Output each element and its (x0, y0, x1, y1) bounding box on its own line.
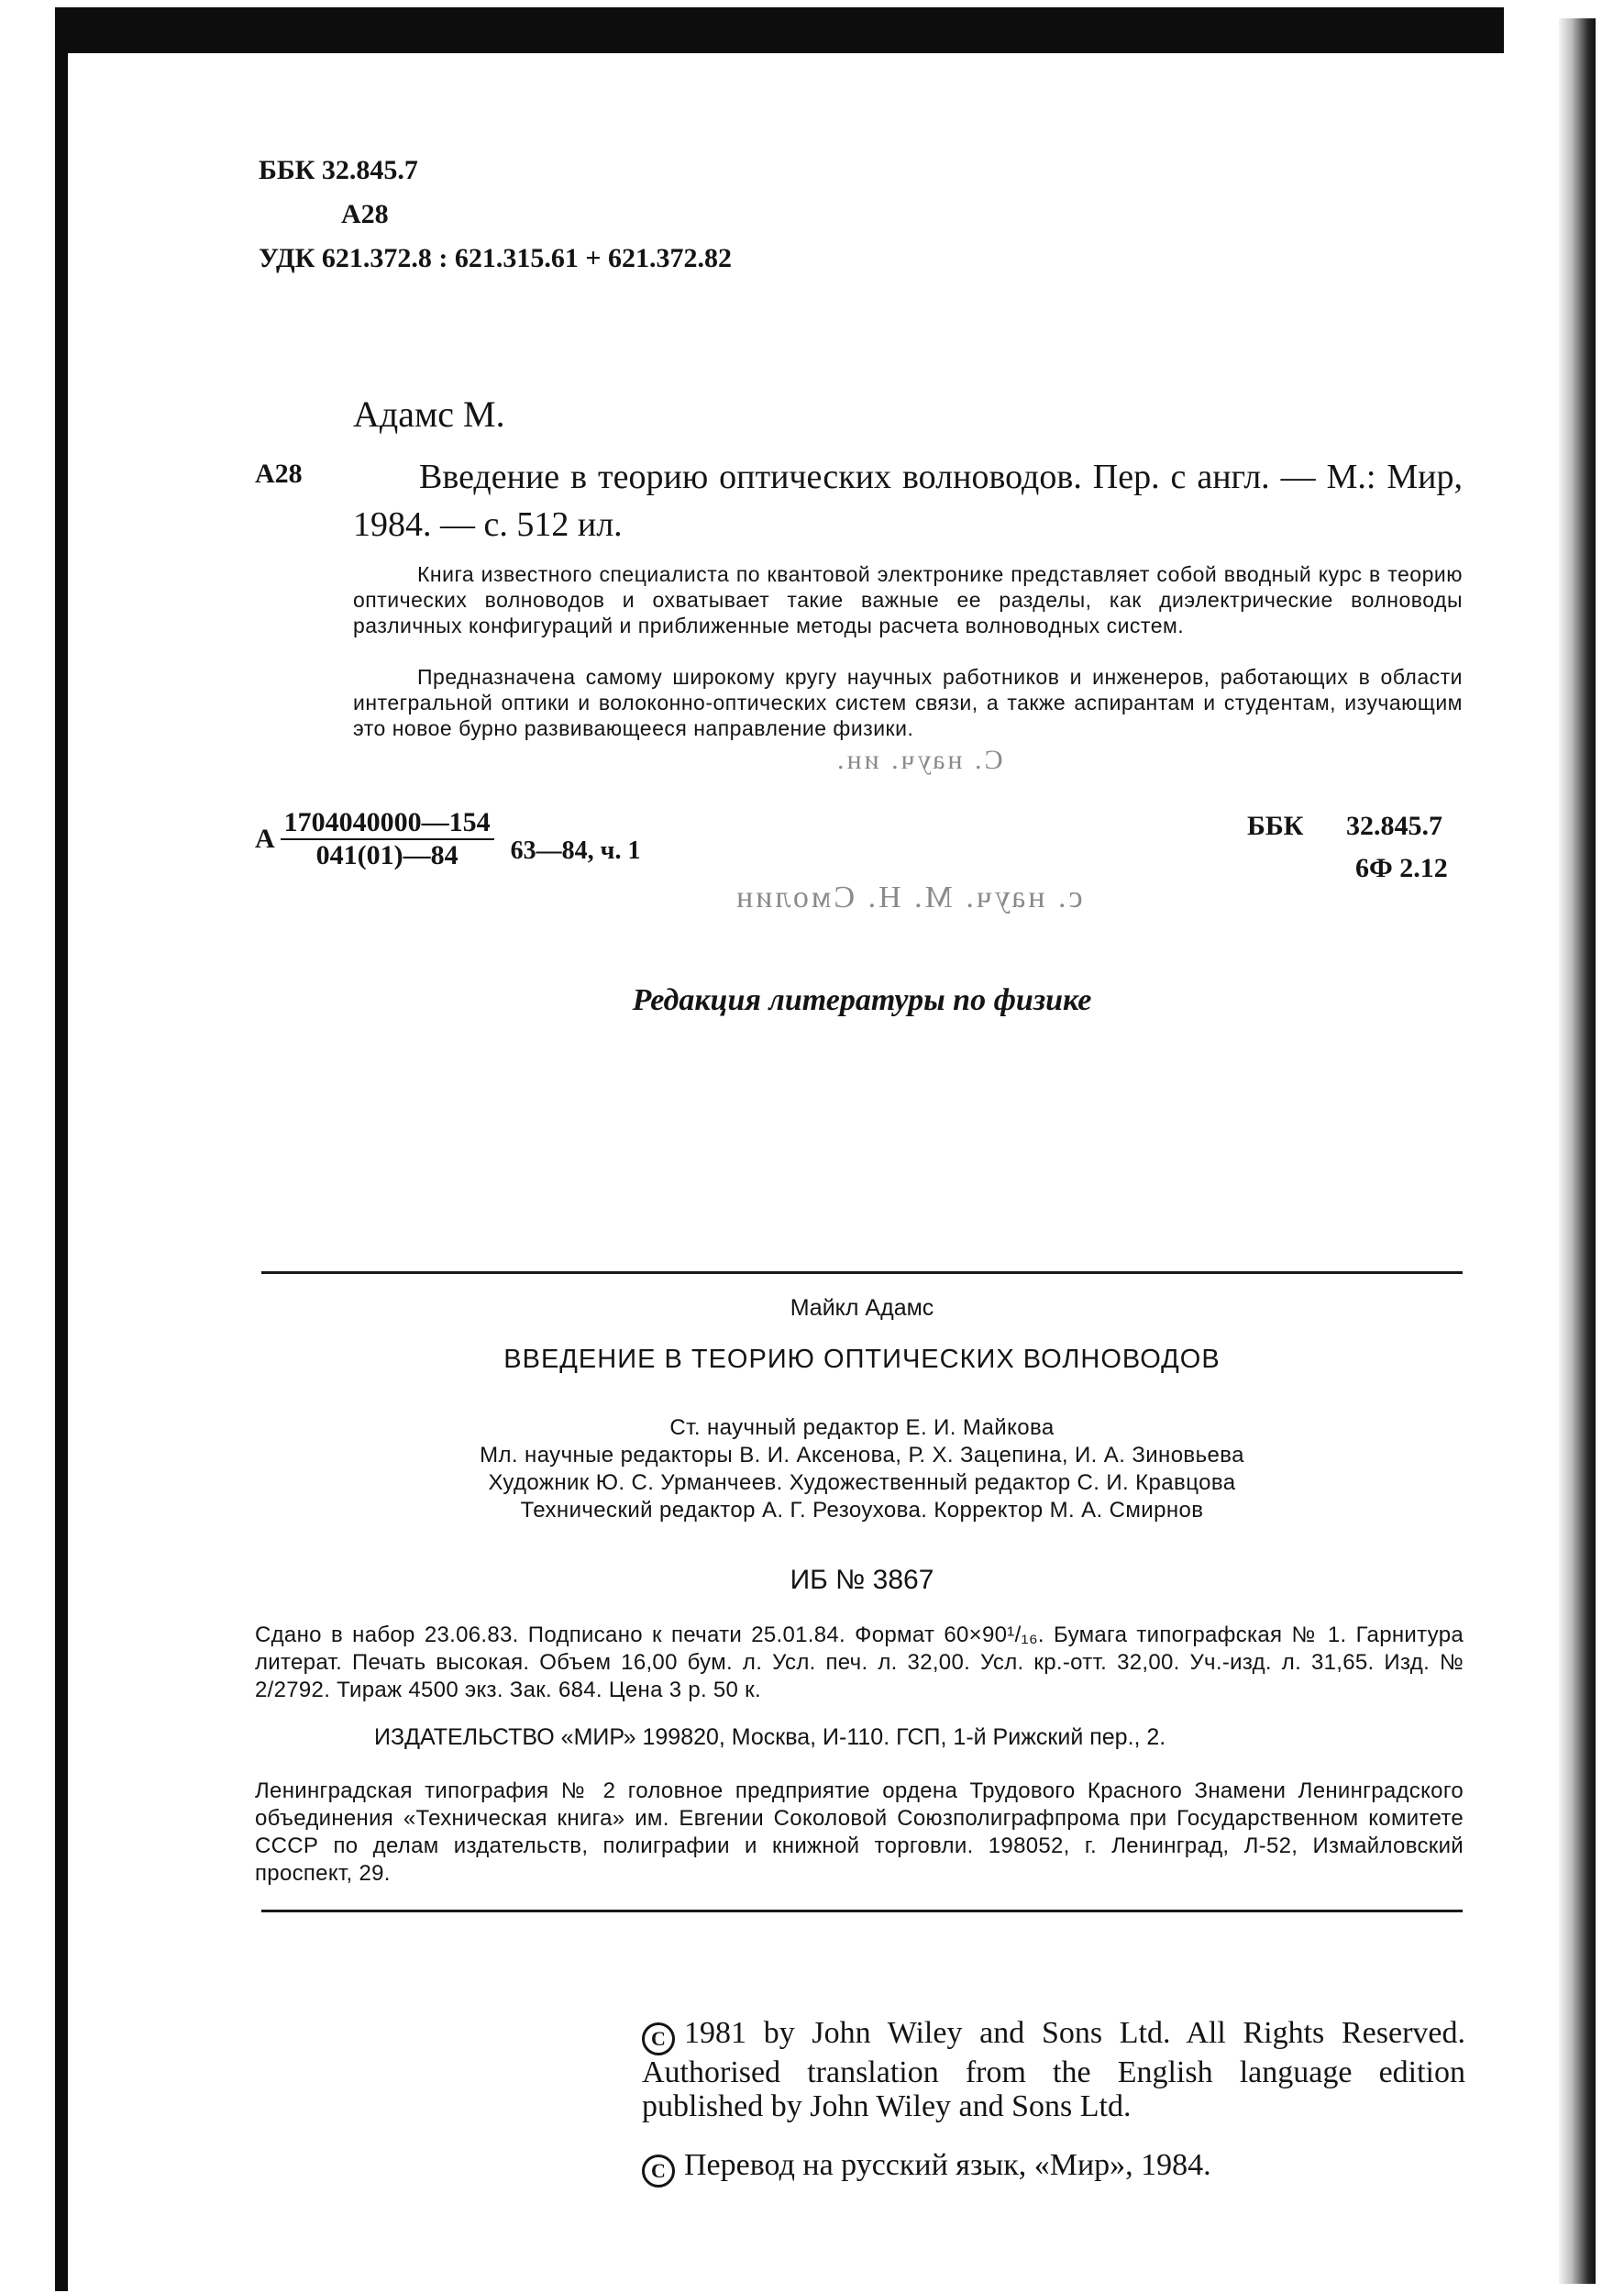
colophon-author: Майкл Адамс (790, 1295, 934, 1321)
publication-index (255, 807, 640, 871)
annotation-paragraph-2: Предназначена самому широкому кругу научных работников и инженеров, работающих в области интегральной оптики и волоконно-оптических систем связи, а также аспирантам и студентам, изучающим это новое бурно развивающееся направление физики. (353, 665, 1463, 740)
copyright-translation (642, 2148, 1465, 2188)
scan-border-top (55, 7, 1504, 53)
print-details: Сдано в набор 23.06.83. Подписано к печати 25.01.84. Формат 60×90¹/₁₆. Бумага типографская № 1. Гарнитура литерат. Печать высокая. Объем 16,00 бум. л. Усл. печ. л. 32,00. Усл. кр.-отт. 32,00. Уч.-изд. л. 31,65. Изд. № 2/2792. Тираж 4500 экз. Зак. 684. Цена 3 р. 50 к. (255, 1623, 1464, 1702)
colophon-rule-bottom (261, 1910, 1463, 1912)
entry-code: А28 (255, 459, 303, 489)
printer-info: Ленинградская типография № 2 головное предприятие ордена Трудового Красного Знамени Ленинградского объединения «Техническая книга» им. Евгении Соколовой Союзполиграфпрома при Государственном комитете СССР по делам издательств, полиграфии и книжной торговли. 198052, г. Ленинград, Л-52, Измайловский проспект, 29. (255, 1778, 1464, 1886)
credit-line: Технический редактор А. Г. Резоухова. Корректор М. А. Смирнов (520, 1498, 1204, 1523)
stamp-mark-1: С. науч. ин. (834, 745, 1003, 775)
editorial-office: Редакция литературы по физике (632, 983, 1092, 1017)
index-fraction (281, 807, 494, 871)
copyright-original (642, 2016, 1465, 2123)
stamp-mark-2: с. науч. М. Н. Смолин (734, 881, 1083, 914)
index-numerator: 1704040000—154 (281, 807, 494, 840)
bbk-subcode: 6Ф 2.12 (1355, 853, 1448, 883)
copyright-translation-text: Перевод на русский язык, «Мир», 1984. (684, 2148, 1211, 2182)
index-letter: А (255, 824, 275, 854)
copyright-icon: C (642, 2155, 675, 2188)
scan-border-left (55, 7, 68, 2291)
ib-number: ИБ № 3867 (790, 1565, 934, 1595)
entry-description: Введение в теорию оптических волноводов. Пер. с англ. — М.: Мир, 1984. — с. 512 ил. (353, 458, 1463, 544)
scan-border-right (1559, 18, 1596, 2284)
index-denominator: 041(01)—84 (315, 840, 458, 870)
index-plan: 63—84, ч. 1 (510, 836, 641, 865)
bbk-label-right: ББК (1247, 811, 1304, 841)
colophon-title: ВВЕДЕНИЕ В ТЕОРИЮ ОПТИЧЕСКИХ ВОЛНОВОДОВ (503, 1345, 1221, 1374)
copyright-original-text: 1981 by John Wiley and Sons Ltd. All Rights Reserved. Authorised translation from the English language edition published by John Wiley and Sons Ltd. (642, 2016, 1465, 2123)
annotation-paragraph-1: Книга известного специалиста по квантовой электронике представляет собой вводный курс в теорию оптических волноводов и охватывает такие важные ее разделы, как диэлектрические волноводы различных конфигураций и приближенные методы расчета волноводных систем. (353, 562, 1463, 637)
colophon-rule-top (261, 1271, 1463, 1274)
scan-margin (1596, 0, 1624, 2293)
bbk-value-right: 32.845.7 (1346, 811, 1442, 841)
copyright-icon: C (642, 2022, 675, 2055)
entry-author: Адамс М. (353, 393, 505, 435)
colophon-credits (261, 1414, 1463, 1524)
publisher-address: ИЗДАТЕЛЬСТВО «МИР» 199820, Москва, И-110. ГСП, 1-й Рижский пер., 2. (374, 1724, 1166, 1750)
author-sign-code: А28 (341, 199, 389, 229)
credit-line: Ст. научный редактор Е. И. Майкова (669, 1415, 1055, 1440)
credit-line: Художник Ю. С. Урманчеев. Художественный редактор С. И. Кравцова (488, 1470, 1236, 1495)
bbk-code: ББК 32.845.7 (259, 155, 418, 185)
credit-line: Мл. научные редакторы В. И. Аксенова, Р. Х. Зацепина, И. А. Зиновьева (480, 1443, 1244, 1468)
udk-code: УДК 621.372.8 : 621.315.61 + 621.372.82 (259, 243, 732, 273)
